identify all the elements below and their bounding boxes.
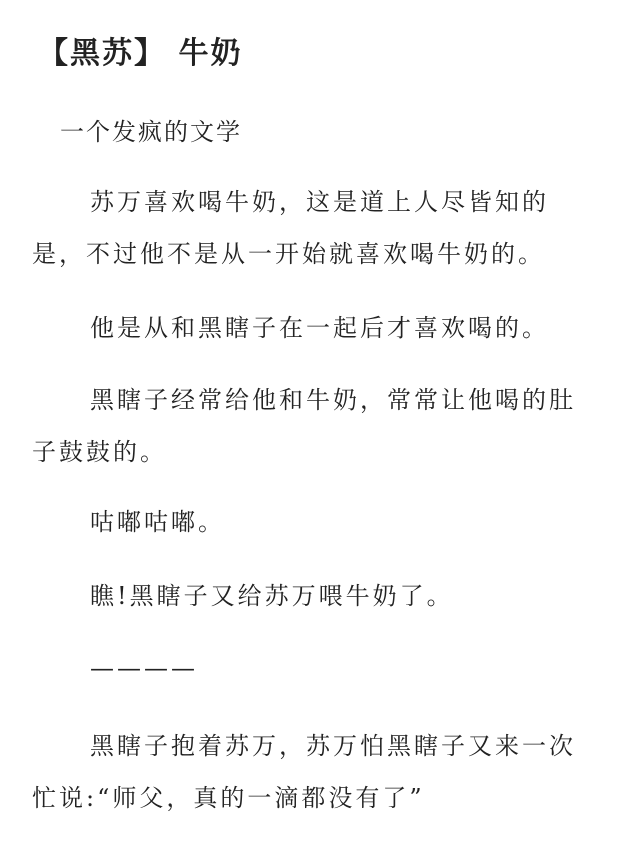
paragraph-4: 咕嘟咕嘟。 — [90, 508, 225, 536]
paragraph-1: 苏万喜欢喝牛奶，这是道上人尽皆知的是，不过他不是从一开始就喜欢喝牛奶的。 — [32, 188, 549, 268]
section-divider: ———— — [90, 654, 198, 682]
paragraph-3: 黑瞎子经常给他和牛奶，常常让他喝的肚子鼓鼓的。 — [32, 386, 576, 466]
paragraph-7: 黑瞎子抱着苏万，苏万怕黑瞎子又来一次忙说:“师父，真的一滴都没有了” — [32, 732, 576, 812]
paragraph-5: 瞧!黑瞎子又给苏万喂牛奶了。 — [90, 582, 454, 610]
document-title: 【黑苏】 牛奶 — [38, 36, 243, 71]
author-line: 一个发疯的文学 — [60, 118, 242, 146]
paragraph-2: 他是从和黑瞎子在一起后才喜欢喝的。 — [90, 314, 549, 342]
